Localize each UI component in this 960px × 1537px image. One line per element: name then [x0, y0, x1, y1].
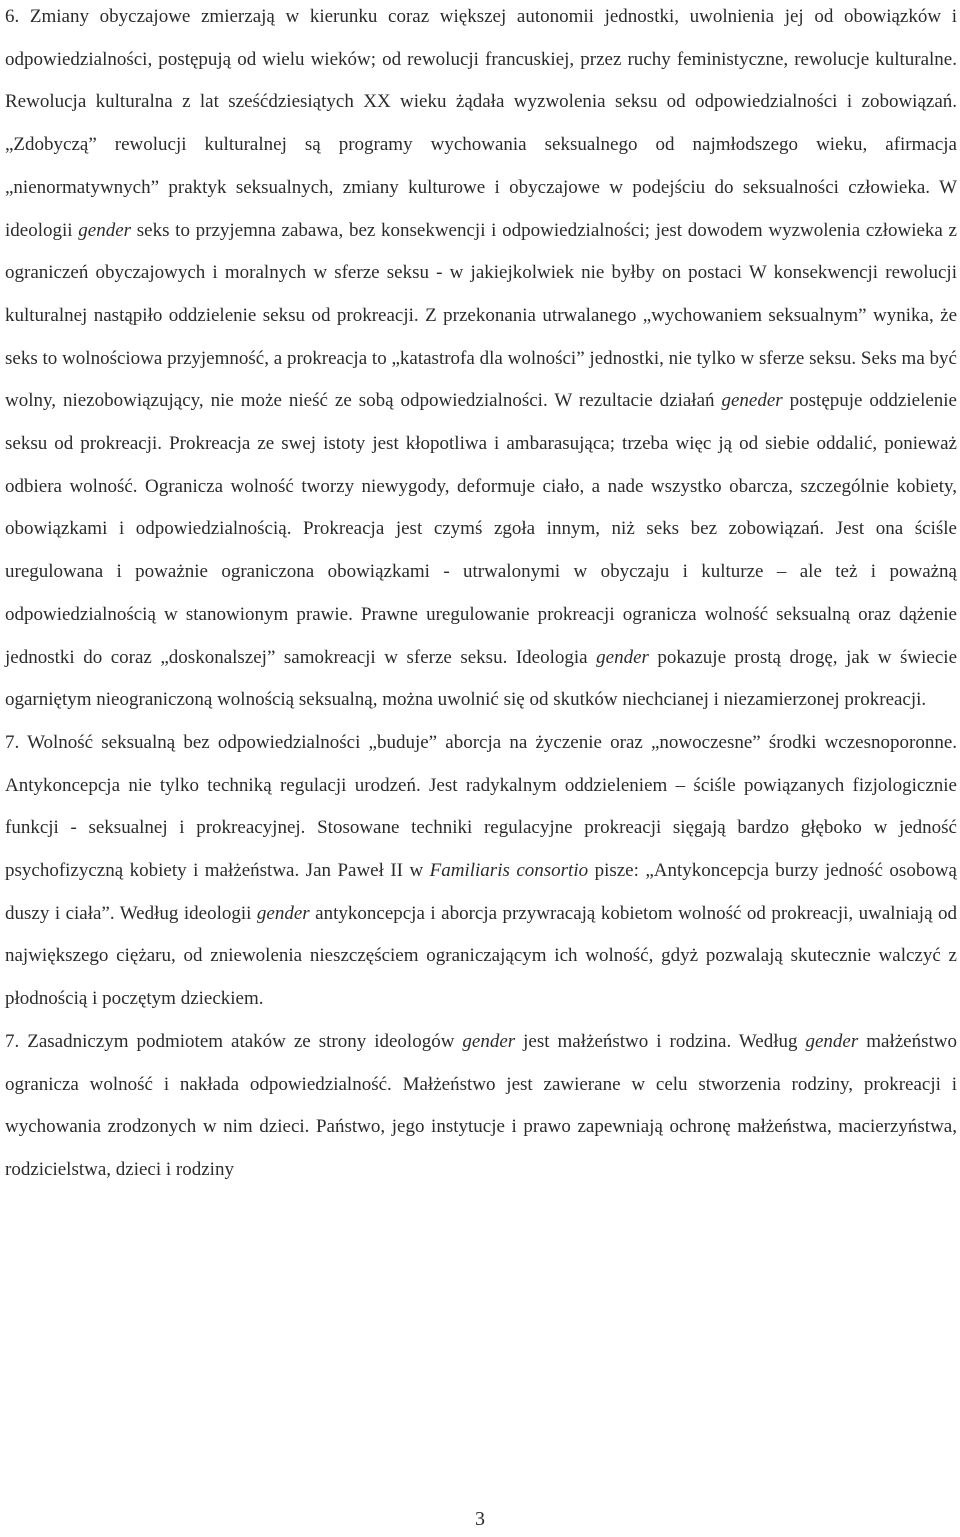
text-run: pisze: „Antykoncepcja burzy jedność osobową duszy i ciała”. Według ideologii: [5, 860, 957, 924]
italic-term: geneder: [721, 390, 783, 412]
italic-term: Familiaris consortio: [429, 860, 589, 882]
text-run: 7. Wolność seksualną bez odpowiedzialności „buduje” aborcja na życzenie oraz „nowoczesne” środki wczesnoporonne. Antykoncepcja nie tylko techniką regulacji urodzeń. Jest radykalnym oddzieleniem – ściśle powiązanych fizjologicznie funkcji - seksualnej i prokreacyjnej. Stosowane techniki regulacyjne prokreacji sięgają bardzo głęboko w jedność psychofizyczną kobiety i małżeństwa. Jan Paweł II w: [5, 731, 957, 882]
italic-term: gender: [805, 1030, 859, 1052]
italic-term: gender: [256, 902, 310, 924]
paragraph-section-7-marriage: [5, 1021, 957, 1192]
text-run: 7. Zasadniczym podmiotem ataków ze strony ideologów: [5, 1030, 463, 1052]
text-run: 6. Zmiany obyczajowe zmierzają w kierunku coraz większej autonomii jednostki, uwolnienia jej od obowiązków i odpowiedzialności, postępują od wielu wieków; od rewolucji francuskiej, przez ruchy feministyczne, rewolucje kulturalne. Rewolucja kulturalna z lat sześćdziesiątych XX wieku żądała wyzwolenia seksu od odpowiedzialności i zobowiązań. „Zdobyczą” rewolucji kulturalnej są programy wychowania seksualnego od najmłodszego wieku, afirmacja „nienormatywnych” praktyk seksualnych, zmiany kulturowe i obyczajowe w podejściu do seksualności człowieka. W ideologii: [5, 6, 957, 241]
italic-term: gender: [596, 646, 649, 668]
text-run: jest małżeństwo i rodzina. Według: [515, 1030, 806, 1052]
text-run: postępuje oddzielenie seksu od prokreacji. Prokreacja ze swej istoty jest kłopotliwa i ambarasująca; trzeba więc ją od siebie oddalić, ponieważ odbiera wolność. Ogranicza wolność tworzy niewygody, deformuje ciało, a nade wszystko obarcza, szczególnie kobiety, obowiązkami i odpowiedzialnością. Prokreacja jest czymś zgoła innym, niż seks bez zobowiązań. Jest ona ściśle uregulowana i poważnie ograniczona obowiązkami - utrwalonymi w obyczaju i kulturze – ale też i poważną odpowiedzialnością w stanowionym prawie. Prawne uregulowanie prokreacji ogranicza wolność seksualną oraz dążenie jednostki do coraz „doskonalszej” samokreacji w sferze seksu. Ideologia: [5, 390, 957, 668]
italic-term: gender: [462, 1030, 516, 1052]
page-number: 3: [475, 1508, 485, 1530]
document-page: [5, 0, 957, 1192]
text-run: małżeństwo ogranicza wolność i nakłada odpowiedzialność. Małżeństwo jest zawierane w celu stworzenia rodziny, prokreacji i wychowania zrodzonych w nim dzieci. Państwo, jego instytucje i prawo zapewniają ochronę małżeństwa, macierzyństwa, rodzicielstwa, dzieci i rodziny: [5, 1030, 957, 1180]
text-run: pokazuje prostą drogę, jak w świecie ogarniętym nieograniczoną wolnością seksualną, można uwolnić się od skutków niechcianej i niezamierzonej prokreacji.: [5, 646, 957, 711]
paragraph-section-6: [5, 0, 957, 722]
italic-term: gender: [78, 219, 132, 241]
text-run: seks to przyjemna zabawa, bez konsekwencji i odpowiedzialności; jest dowodem wyzwolenia człowieka z ograniczeń obyczajowych i moralnych w sferze seksu - w jakiejkolwiek nie byłby on postaci W konsekwencji rewolucji kulturalnej nastąpiło oddzielenie seksu od prokreacji. Z przekonania utrwalanego „wychowaniem seksualnym” wynika, że seks to wolnościowa przyjemność, a prokreacja to „katastrofa dla wolności” jednostki, nie tylko w sferze seksu. Seks ma być wolny, niezobowiązujący, nie może nieść ze sobą odpowiedzialności. W rezultacie działań: [5, 219, 957, 412]
text-run: antykoncepcja i aborcja przywracają kobietom wolność od prokreacji, uwalniają od największego ciężaru, od zniewolenia nieszczęściem ograniczającym ich wolność, gdyż pozwalają skutecznie walczyć z płodnością i poczętym dzieckiem.: [5, 902, 957, 1010]
paragraph-section-7-abortion: [5, 722, 957, 1021]
